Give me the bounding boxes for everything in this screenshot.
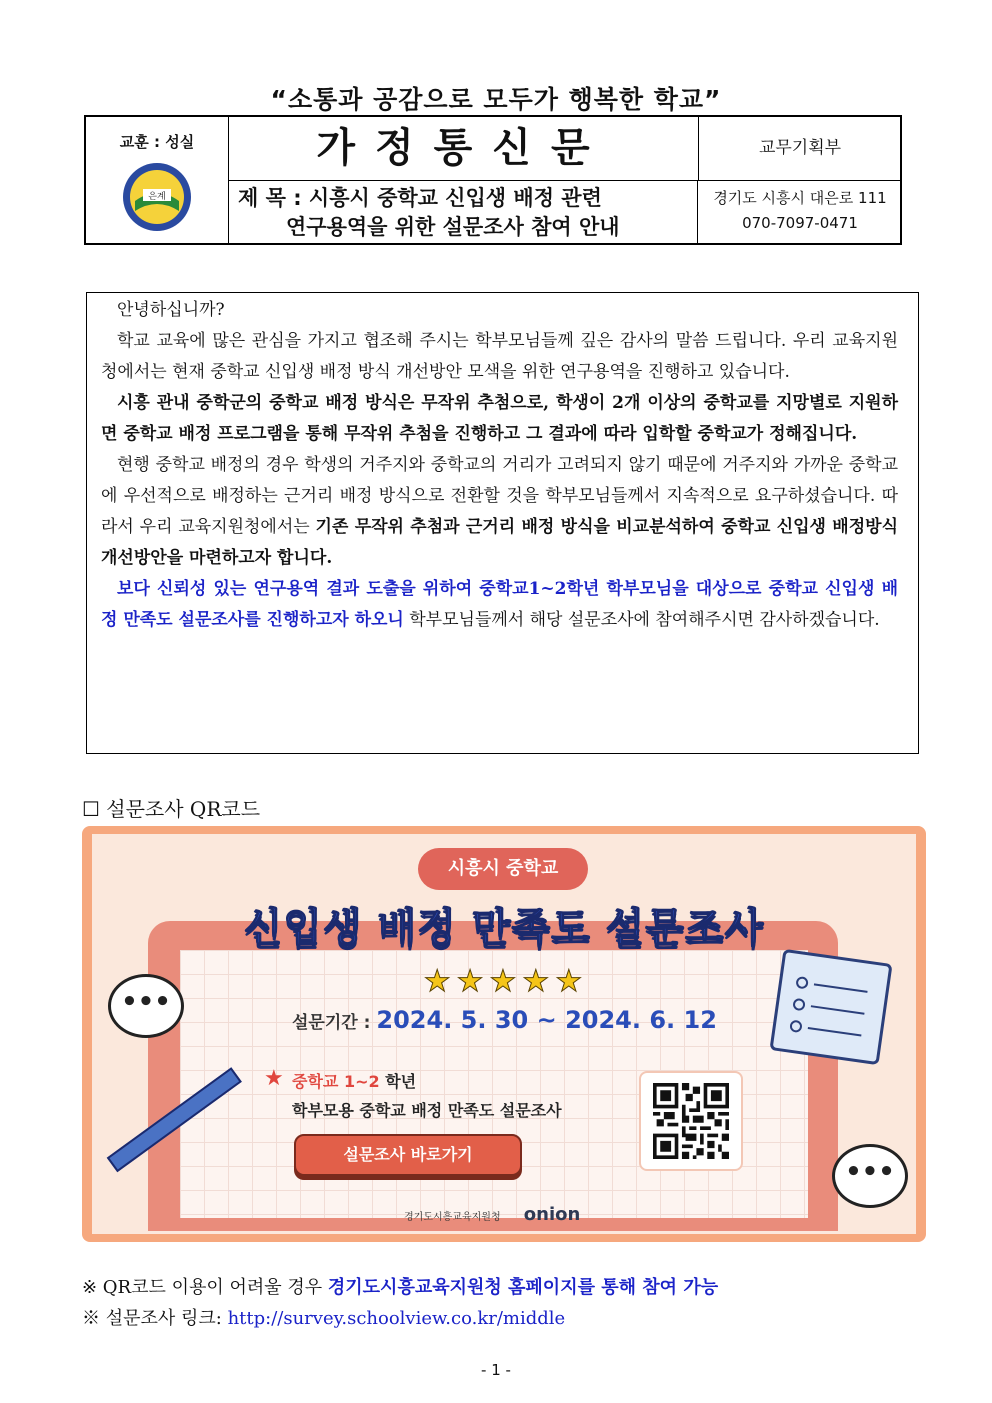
school-logo-icon [121,161,193,233]
school-motto: “소통과 공감으로 모두가 행복한 학교” [270,85,722,114]
phone: 070-7097-0471 [742,214,858,232]
target-grade [292,1069,416,1092]
paragraph-4-text: 학부모님들께서 해당 설문조사에 참여해주시면 감사하겠습니다. [403,610,880,630]
paragraph-3-bold: 기존 무작위 추첨과 근거리 배정 방식을 비교분석하여 중학교 신입생 배정방식 개선방안을 마련하고자 합니다. [101,517,898,568]
education-office-logo: 경기도시흥교육지원청 [404,1212,501,1223]
speech-bubble-icon-2: ••• [832,1144,908,1208]
contact-info [698,180,902,243]
speech-bubble-icon: ••• [108,974,184,1038]
notes [82,1272,718,1334]
qr-code-icon [653,1083,729,1159]
period-label: 설문기간 : [292,1013,371,1033]
subject-line-2: 연구용역을 위한 설문조사 참여 안내 [286,215,620,239]
survey-description: 학부모용 중학교 배정 만족도 설문조사 [292,1101,562,1120]
survey-banner[interactable] [82,826,926,1242]
note-2-text: ※ 설문조사 링크: [82,1308,228,1329]
school-emblem-cell [86,117,229,243]
address: 경기도 시흥시 대은로 111 [713,189,887,207]
subject [228,180,698,243]
paragraph-1: 학교 교육에 많은 관심을 가지고 협조해 주시는 학부모님들께 깊은 감사의 말씀 드립니다. 우리 교육지원청에서는 현재 중학교 신입생 배정 방식 개선방안 모색을 위한 연구용역을 진행하고 있습니다. [101,331,898,382]
note-2 [82,1303,718,1334]
letter-body [86,292,919,754]
paragraph-3-text: 현행 중학교 배정의 경우 학생의 거주지와 중학교의 거리가 고려되지 않기 때문에 거주지와 가까운 중학교에 우선적으로 배정하는 근거리 배정 방식으로 전환할 것을 학부모님들께서 지속적으로 요구하셨습니다. 따라서 우리 교육지원청에서는 [101,455,898,537]
page-number: - 1 - [481,1361,511,1379]
note-1-highlight: 경기도시흥교육지원청 홈페이지를 통해 참여 가능 [327,1277,719,1298]
go-to-survey-button[interactable]: 설문조사 바로가기 [294,1134,522,1176]
qr-code[interactable] [639,1071,743,1171]
star-icon: ★ [264,1066,284,1091]
grade-highlight: 중학교 1~2 [292,1072,380,1091]
school-motto-label: 교훈 : 성실 [119,133,195,151]
sponsor-logos [404,1204,580,1225]
paragraph-4-highlight: 보다 신뢰성 있는 연구용역 결과 도출을 위하여 중학교1~2학년 학부모님을 대상으로 중학교 신입생 배정 만족도 설문조사를 진행하고자 하오니 [101,579,898,630]
note-1 [82,1272,718,1303]
paragraph-4 [101,574,898,636]
banner-title: 신입생 배정 만족도 설문조사 [243,905,765,951]
rating-stars-icon: ★★★★★ [423,964,589,999]
period-value: 2024. 5. 30 ~ 2024. 6. 12 [376,1006,717,1034]
paragraph-3 [101,450,898,574]
subject-line-1: 제 목 : 시흥시 중학교 신입생 배정 관련 [238,186,602,210]
survey-link[interactable]: http://survey.schoolview.co.kr/middle [227,1308,566,1329]
paragraph-2: 시흥 관내 중학군의 중학교 배정 방식은 무작위 추첨으로, 학생이 2개 이상의 중학교를 지망별로 지원하면 중학교 배정 프로그램을 통해 무작위 추첨을 진행하고 그 결과에 따라 입학할 중학교가 정해집니다. [101,393,898,444]
checklist-lines-icon [773,952,889,1062]
survey-period [292,1006,717,1034]
onion-logo: onion [523,1204,581,1225]
section-title: ☐ 설문조사 QR코드 [82,797,261,821]
note-1-text: ※ QR코드 이용이 어려울 경우 [82,1277,328,1298]
greeting: 안녕하십니까? [117,300,225,320]
newsletter-header [84,115,902,245]
checklist-icon [769,949,892,1065]
banner-region-pill: 시흥시 중학교 [418,848,588,890]
svg-text:은계: 은계 [148,192,166,202]
page-title: 가정통신문 [228,117,699,181]
grade-suffix: 학년 [379,1072,417,1091]
department: 교무기획부 [698,117,902,181]
